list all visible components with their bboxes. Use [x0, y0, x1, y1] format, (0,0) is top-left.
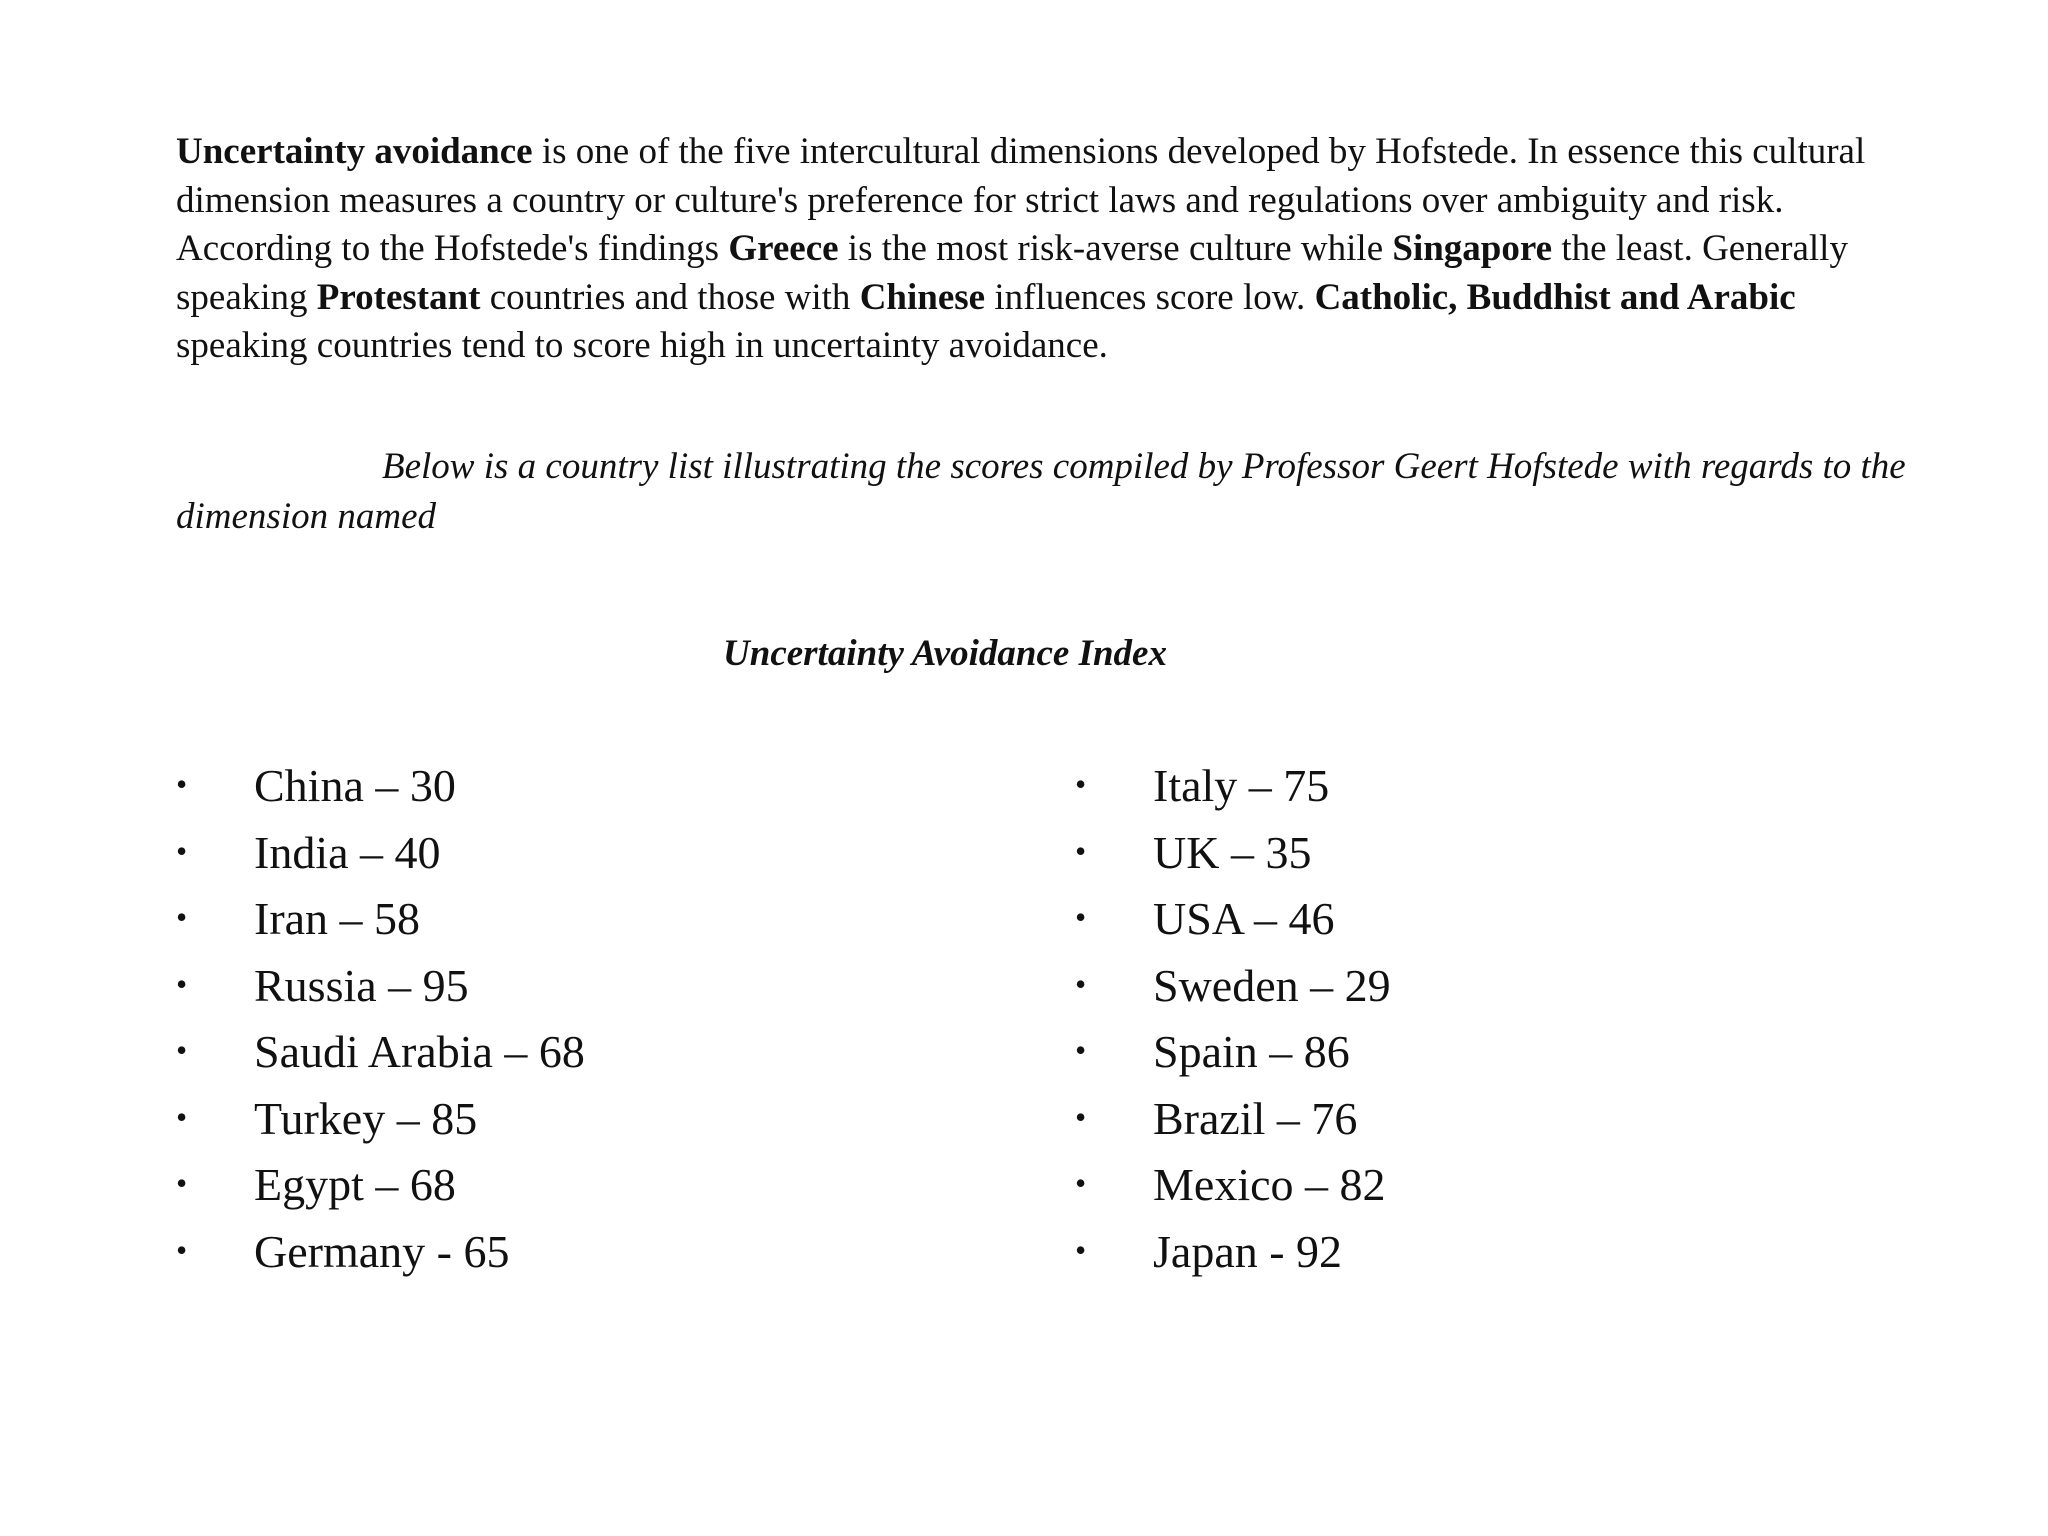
intro-text: is one of the five intercultural dimensions developed by Hofstede. In essence this cultural dimension measures a country or culture's preference for strict laws and regulations over ambiguity and risk. According to the Hofstede's findings	[176, 131, 1866, 269]
bullet-icon: •	[176, 1032, 188, 1068]
index-title: Uncertainty Avoidance Index	[723, 633, 1167, 674]
bullet-icon: •	[176, 832, 188, 869]
intro-text: the least. Generally speaking	[176, 228, 1848, 318]
country-score: Egypt – 68	[254, 1159, 456, 1210]
intro-bold-term: Chinese	[859, 276, 986, 318]
country-score: Spain – 86	[1153, 1026, 1350, 1077]
intro-bold-term: Greece	[728, 228, 839, 269]
country-score: Italy – 75	[1153, 760, 1330, 811]
country-score: China – 30	[254, 760, 456, 811]
bullet-icon: •	[176, 899, 188, 935]
country-score: Japan - 92	[1153, 1225, 1343, 1277]
bullet-icon: •	[1075, 832, 1087, 869]
list-intro-note: Below is a country list illustrating the scores compiled by Professor Geert Hofstede with regards to the dimension named	[176, 446, 1906, 537]
intro-bold-term: Protestant	[316, 276, 481, 318]
intro-bold-term: Catholic, Buddhist and Arabic	[1314, 276, 1796, 318]
country-score: Turkey – 85	[254, 1092, 478, 1144]
country-score: USA – 46	[1153, 893, 1335, 944]
intro-paragraph	[176, 128, 1916, 371]
intro-bold-term: Singapore	[1392, 228, 1553, 269]
country-score: Mexico – 82	[1153, 1159, 1386, 1210]
country-score: Brazil – 76	[1153, 1092, 1358, 1144]
intro-bold-term: Uncertainty avoidance	[176, 131, 533, 172]
bullet-icon: •	[176, 766, 188, 802]
bullet-icon: •	[176, 1231, 188, 1268]
intro-text: speaking countries tend to score high in uncertainty avoidance.	[176, 325, 1108, 366]
intro-text: is the most risk-averse culture while	[838, 228, 1393, 269]
bullet-icon: •	[176, 1165, 188, 1201]
country-score: Saudi Arabia – 68	[254, 1026, 585, 1077]
bullet-icon: •	[1075, 899, 1087, 935]
intro-text: countries and those with	[480, 276, 860, 318]
country-score: Sweden – 29	[1153, 959, 1391, 1011]
country-score: Russia – 95	[254, 959, 469, 1011]
intro-text: influences score low.	[985, 276, 1315, 318]
country-score: Iran – 58	[254, 893, 421, 944]
country-score: India – 40	[254, 826, 441, 878]
bullet-icon: •	[1075, 1165, 1087, 1201]
bullet-icon: •	[176, 965, 188, 1002]
bullet-icon: •	[1075, 1231, 1087, 1268]
bullet-icon: •	[1075, 1032, 1087, 1068]
bullet-icon: •	[1075, 766, 1087, 802]
bullet-icon: •	[1075, 965, 1087, 1002]
bullet-icon: •	[176, 1098, 188, 1135]
bullet-icon: •	[1075, 1098, 1087, 1135]
country-score: Germany - 65	[254, 1225, 510, 1277]
country-score: UK – 35	[1153, 826, 1312, 878]
